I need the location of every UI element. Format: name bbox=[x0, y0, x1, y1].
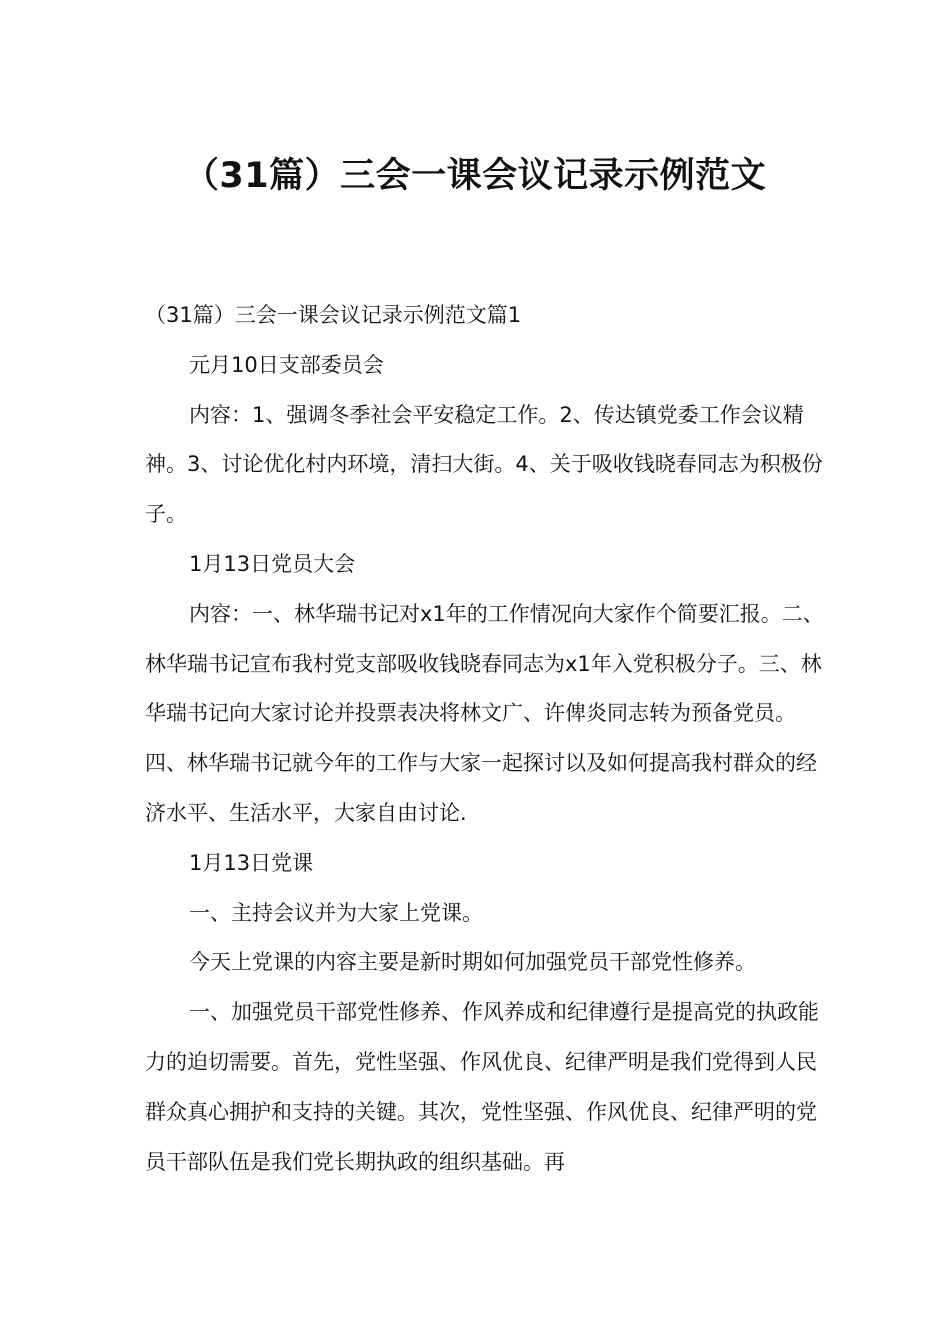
paragraph: 一、主持会议并为大家上党课。 bbox=[189, 900, 483, 925]
paragraph: 1月13日党课 bbox=[189, 850, 314, 875]
document-body bbox=[145, 291, 827, 1187]
paragraph: 内容：一、林华瑞书记对x1年的工作情况向大家作个简要汇报。二、林华瑞书记宣布我村党支部吸收钱晓春同志为x1年入党积极分子。三、林华瑞书记向大家讨论并投票表决将林文广、许俾炎同志转为预备党员。四、林华瑞书记就今年的工作与大家一起探讨以及如何提高我村群众的经济水平、生活水平，大家自由讨论. bbox=[145, 601, 824, 825]
section-heading: （31篇）三会一课会议记录示例范文篇1 bbox=[145, 303, 522, 327]
paragraph: 内容：1、强调冬季社会平安稳定工作。2、传达镇党委工作会议精神。3、讨论优化村内环境，清扫大街。4、关于吸收钱晓春同志为积极份子。 bbox=[145, 402, 823, 527]
paragraph: 1月13日党员大会 bbox=[189, 551, 356, 576]
document-title: （31篇）三会一课会议记录示例范文 bbox=[183, 156, 767, 196]
paragraph: 今天上党课的内容主要是新时期如何加强党员干部党性修养。 bbox=[189, 950, 756, 975]
paragraph: 一、加强党员干部党性修养、作风养成和纪律遵行是提高党的执政能力的迫切需要。首先，党性坚强、作风优良、纪律严明是我们党得到人民群众真心拥护和支持的关键。其次，党性坚强、作风优良、纪律严明的党员干部队伍是我们党长期执政的组织基础。再 bbox=[145, 1000, 819, 1174]
paragraph: 元月10日支部委员会 bbox=[189, 352, 384, 377]
